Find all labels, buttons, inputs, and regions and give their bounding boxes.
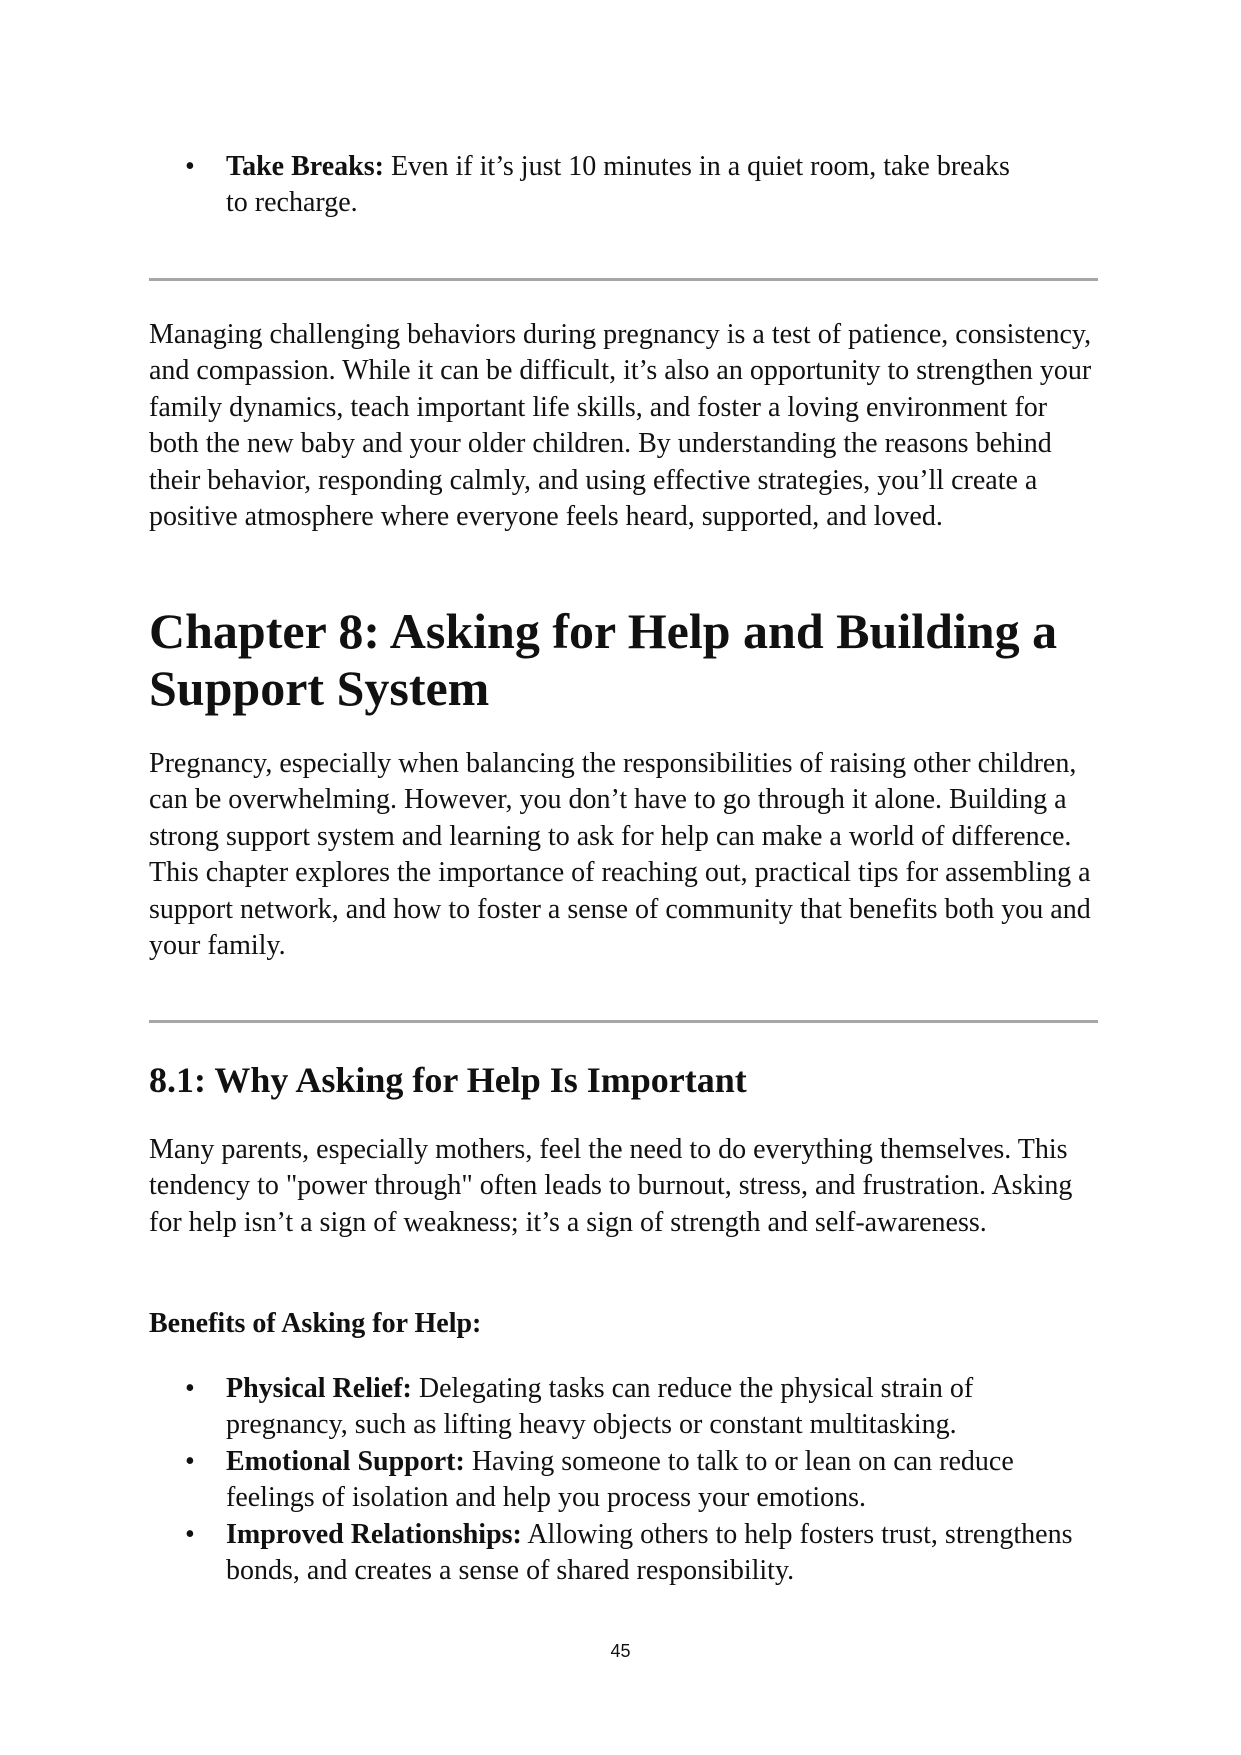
item-text: Delegating tasks can reduce the physical strain of pregnancy, such as lifting heavy objects or constant multitasking.	[226, 1373, 974, 1441]
divider	[149, 1020, 1098, 1023]
list-item	[149, 1444, 1084, 1517]
chapter-title: Chapter 8: Asking for Help and Building a Support System	[149, 603, 1058, 716]
item-term: Physical Relief:	[226, 1373, 412, 1404]
item-term: Take Breaks:	[226, 151, 384, 182]
chapter-intro-paragraph: Pregnancy, especially when balancing the responsibilities of raising other children, can be overwhelming. However, you don’t have to go through it alone. Building a strong support system and learning to ask for help can make a world of difference. This chapter explores the importance of reaching out, practical tips for assembling a support network, and how to foster a sense of community that benefits both you and your family.	[149, 748, 1091, 962]
divider	[149, 278, 1098, 281]
benefits-list	[149, 1371, 1084, 1589]
item-text: Allowing others to help fosters trust, strengthens bonds, and creates a sense of shared responsibility.	[226, 1518, 1073, 1587]
benefits-heading	[149, 1306, 1099, 1342]
list-item	[149, 149, 1029, 222]
benefits-heading-text: Benefits of Asking for Help:	[149, 1308, 482, 1339]
item-term: Emotional Support:	[226, 1445, 465, 1477]
page-number: 45	[610, 1641, 631, 1661]
item-text: Having someone to talk to or lean on can reduce feelings of isolation and help you process your emotions.	[226, 1445, 1014, 1514]
take-breaks-list	[149, 149, 1029, 222]
item-term: Improved Relationships:	[226, 1518, 522, 1550]
list-item	[149, 1371, 1084, 1444]
conclusion-paragraph: Managing challenging behaviors during pregnancy is a test of patience, consistency, and compassion. While it can be difficult, it’s also an opportunity to strengthen your family dynamics, teach important life skills, and foster a loving environment for both the new baby and your older children. By understanding the reasons behind their behavior, responding calmly, and using effective strategies, you’ll create a positive atmosphere where everyone feels heard, supported, and loved.	[149, 319, 1092, 533]
section-paragraph: Many parents, especially mothers, feel the need to do everything themselves. This tendency to "power through" often leads to burnout, stress, and frustration. Asking for help isn’t a sign of weakness; it’s a sign of strength and self-awareness.	[149, 1134, 1073, 1238]
item-text: Even if it’s just 10 minutes in a quiet room, take breaks to recharge.	[226, 151, 1010, 219]
list-item	[149, 1517, 1084, 1590]
section-title: 8.1: Why Asking for Help Is Important	[149, 1060, 747, 1100]
